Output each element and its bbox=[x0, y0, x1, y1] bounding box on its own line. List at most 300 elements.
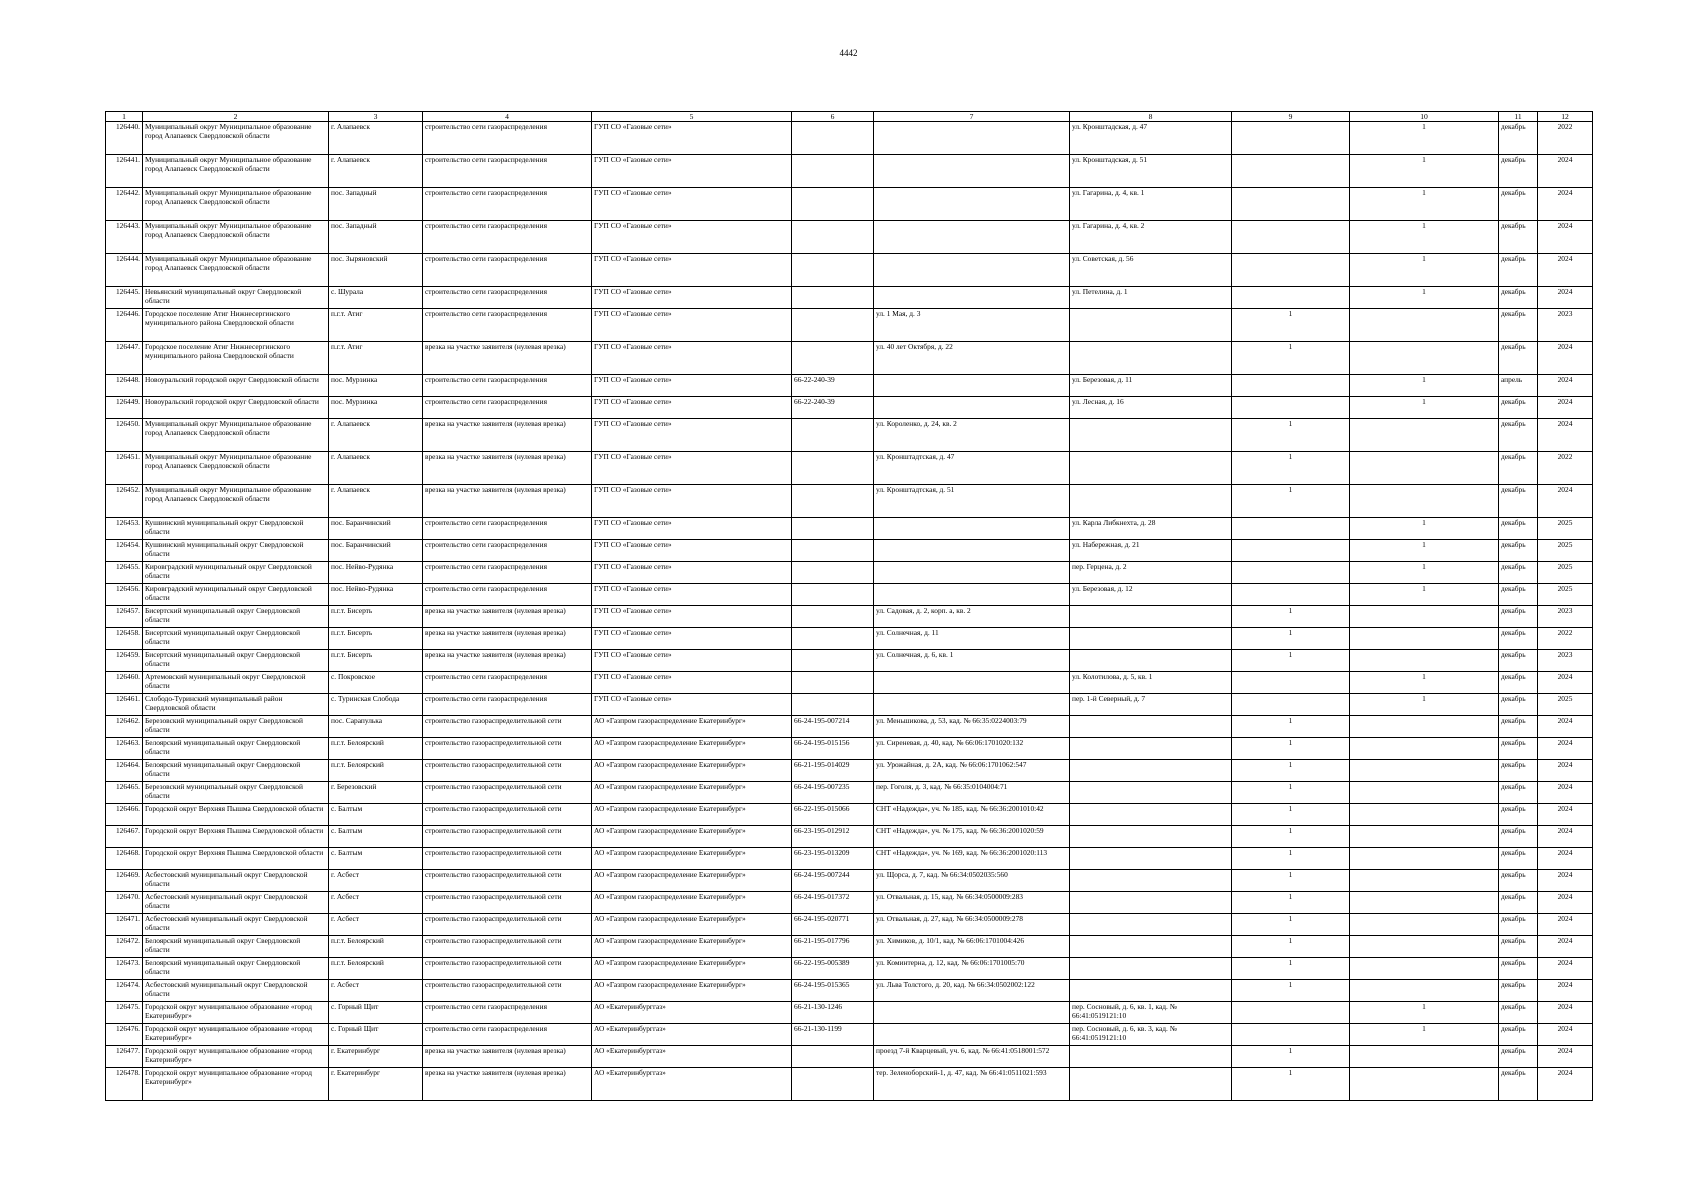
cell-col-3: п.г.т. Белоярский bbox=[329, 936, 423, 958]
table-row bbox=[106, 452, 1593, 485]
cell-col-4: строительство газораспределительной сети bbox=[423, 804, 592, 826]
cell-col-9: 1 bbox=[1232, 1046, 1350, 1068]
cell-col-5: ГУП СО «Газовые сети» bbox=[592, 584, 792, 606]
cell-col-5: ГУП СО «Газовые сети» bbox=[592, 375, 792, 397]
cell-col-11: декабрь bbox=[1499, 562, 1538, 584]
cell-col-9: 1 bbox=[1232, 650, 1350, 672]
cell-col-12: 2025 bbox=[1538, 540, 1593, 562]
cell-col-1: 126468. bbox=[106, 848, 143, 870]
cell-col-4: врезка на участке заявителя (нулевая врезка) bbox=[423, 650, 592, 672]
column-header-1: 1 bbox=[106, 112, 143, 122]
cell-col-8: пер. 1-й Северный, д. 7 bbox=[1070, 694, 1232, 716]
cell-col-10 bbox=[1350, 628, 1499, 650]
table-row bbox=[106, 254, 1593, 287]
registry-table bbox=[105, 111, 1593, 1101]
cell-col-12: 2024 bbox=[1538, 188, 1593, 221]
cell-col-2: Невьянский муниципальный округ Свердловской области bbox=[143, 287, 329, 309]
cell-col-8 bbox=[1070, 1046, 1232, 1068]
cell-col-12: 2024 bbox=[1538, 221, 1593, 254]
table-row bbox=[106, 1068, 1593, 1101]
cell-col-8 bbox=[1070, 804, 1232, 826]
cell-col-3: с. Туринская Слобода bbox=[329, 694, 423, 716]
cell-col-1: 126464. bbox=[106, 760, 143, 782]
cell-col-10 bbox=[1350, 804, 1499, 826]
cell-col-5: АО «Газпром газораспределение Екатеринбург» bbox=[592, 936, 792, 958]
cell-col-6: 66-22-240-39 bbox=[792, 375, 874, 397]
cell-col-8: ул. Кронштадская, д. 51 bbox=[1070, 155, 1232, 188]
cell-col-6 bbox=[792, 221, 874, 254]
cell-col-8 bbox=[1070, 452, 1232, 485]
cell-col-3: пос. Нейво-Рудянка bbox=[329, 562, 423, 584]
cell-col-11: декабрь bbox=[1499, 1068, 1538, 1101]
cell-col-4: врезка на участке заявителя (нулевая врезка) bbox=[423, 628, 592, 650]
cell-col-7: ул. 40 лет Октября, д. 22 bbox=[874, 342, 1070, 375]
cell-col-2: Белоярский муниципальный округ Свердловской области bbox=[143, 760, 329, 782]
table-row bbox=[106, 716, 1593, 738]
cell-col-5: ГУП СО «Газовые сети» bbox=[592, 188, 792, 221]
cell-col-3: с. Горный Щит bbox=[329, 1002, 423, 1024]
cell-col-12: 2024 bbox=[1538, 870, 1593, 892]
cell-col-7: ул. Сиреневая, д. 40, кад. № 66:06:1701020:132 bbox=[874, 738, 1070, 760]
cell-col-10: 1 bbox=[1350, 672, 1499, 694]
table-row bbox=[106, 650, 1593, 672]
cell-col-11: декабрь bbox=[1499, 848, 1538, 870]
cell-col-10 bbox=[1350, 1068, 1499, 1101]
cell-col-7 bbox=[874, 672, 1070, 694]
cell-col-4: строительство газораспределительной сети bbox=[423, 782, 592, 804]
cell-col-9: 1 bbox=[1232, 892, 1350, 914]
cell-col-6: 66-24-195-007244 bbox=[792, 870, 874, 892]
cell-col-2: Муниципальный округ Муниципальное образование город Алапаевск Свердловской области bbox=[143, 122, 329, 155]
table-row bbox=[106, 309, 1593, 342]
cell-col-5: АО «Газпром газораспределение Екатеринбург» bbox=[592, 958, 792, 980]
cell-col-5: АО «Екатеринбурггаз» bbox=[592, 1046, 792, 1068]
cell-col-4: врезка на участке заявителя (нулевая врезка) bbox=[423, 1068, 592, 1101]
cell-col-4: строительство газораспределительной сети bbox=[423, 980, 592, 1002]
table-row bbox=[106, 848, 1593, 870]
table-row bbox=[106, 419, 1593, 452]
cell-col-4: строительство сети газораспределения bbox=[423, 1002, 592, 1024]
cell-col-5: АО «Газпром газораспределение Екатеринбург» bbox=[592, 870, 792, 892]
table-row bbox=[106, 694, 1593, 716]
cell-col-9: 1 bbox=[1232, 804, 1350, 826]
cell-col-5: АО «Газпром газораспределение Екатеринбург» bbox=[592, 738, 792, 760]
cell-col-7 bbox=[874, 1002, 1070, 1024]
cell-col-11: декабрь bbox=[1499, 397, 1538, 419]
cell-col-9: 1 bbox=[1232, 309, 1350, 342]
cell-col-3: п.г.т. Белоярский bbox=[329, 760, 423, 782]
cell-col-8 bbox=[1070, 628, 1232, 650]
cell-col-2: Муниципальный округ Муниципальное образование город Алапаевск Свердловской области bbox=[143, 155, 329, 188]
cell-col-12: 2024 bbox=[1538, 980, 1593, 1002]
cell-col-5: АО «Екатеринбурггаз» bbox=[592, 1002, 792, 1024]
cell-col-2: Березовский муниципальный округ Свердловской области bbox=[143, 782, 329, 804]
cell-col-10: 1 bbox=[1350, 254, 1499, 287]
cell-col-11: декабрь bbox=[1499, 1046, 1538, 1068]
cell-col-11: декабрь bbox=[1499, 606, 1538, 628]
column-header-11: 11 bbox=[1499, 112, 1538, 122]
cell-col-1: 126461. bbox=[106, 694, 143, 716]
cell-col-7 bbox=[874, 188, 1070, 221]
cell-col-6: 66-24-195-017372 bbox=[792, 892, 874, 914]
cell-col-12: 2024 bbox=[1538, 914, 1593, 936]
cell-col-9 bbox=[1232, 672, 1350, 694]
cell-col-8 bbox=[1070, 848, 1232, 870]
cell-col-7: ул. Химиков, д. 10/1, кад. № 66:06:1701004:426 bbox=[874, 936, 1070, 958]
cell-col-5: ГУП СО «Газовые сети» bbox=[592, 518, 792, 540]
cell-col-2: Городской округ Верхняя Пышма Свердловской области bbox=[143, 848, 329, 870]
cell-col-7 bbox=[874, 694, 1070, 716]
cell-col-12: 2025 bbox=[1538, 562, 1593, 584]
table-row bbox=[106, 562, 1593, 584]
column-header-9: 9 bbox=[1232, 112, 1350, 122]
cell-col-11: декабрь bbox=[1499, 760, 1538, 782]
cell-col-10: 1 bbox=[1350, 375, 1499, 397]
cell-col-9: 1 bbox=[1232, 606, 1350, 628]
cell-col-12: 2024 bbox=[1538, 760, 1593, 782]
cell-col-6: 66-24-195-007214 bbox=[792, 716, 874, 738]
cell-col-10: 1 bbox=[1350, 221, 1499, 254]
cell-col-9 bbox=[1232, 375, 1350, 397]
cell-col-10 bbox=[1350, 716, 1499, 738]
cell-col-4: строительство газораспределительной сети bbox=[423, 848, 592, 870]
table-row bbox=[106, 584, 1593, 606]
cell-col-7 bbox=[874, 540, 1070, 562]
cell-col-3: пос. Баранчинский bbox=[329, 540, 423, 562]
cell-col-10 bbox=[1350, 848, 1499, 870]
cell-col-3: п.г.т. Белоярский bbox=[329, 958, 423, 980]
cell-col-7: ул. Короленко, д. 24, кв. 2 bbox=[874, 419, 1070, 452]
cell-col-8 bbox=[1070, 606, 1232, 628]
cell-col-6 bbox=[792, 518, 874, 540]
cell-col-8 bbox=[1070, 738, 1232, 760]
cell-col-4: строительство сети газораспределения bbox=[423, 584, 592, 606]
table-row bbox=[106, 540, 1593, 562]
cell-col-2: Бисертский муниципальный округ Свердловской области bbox=[143, 606, 329, 628]
cell-col-10 bbox=[1350, 606, 1499, 628]
cell-col-1: 126440. bbox=[106, 122, 143, 155]
cell-col-5: ГУП СО «Газовые сети» bbox=[592, 672, 792, 694]
cell-col-8 bbox=[1070, 870, 1232, 892]
column-header-3: 3 bbox=[329, 112, 423, 122]
cell-col-12: 2024 bbox=[1538, 342, 1593, 375]
cell-col-9 bbox=[1232, 694, 1350, 716]
cell-col-4: строительство газораспределительной сети bbox=[423, 958, 592, 980]
cell-col-8 bbox=[1070, 980, 1232, 1002]
cell-col-10 bbox=[1350, 958, 1499, 980]
table-row bbox=[106, 892, 1593, 914]
cell-col-7: ул. Коминтерна, д. 12, кад. № 66:06:1701005:70 bbox=[874, 958, 1070, 980]
cell-col-11: декабрь bbox=[1499, 155, 1538, 188]
cell-col-9 bbox=[1232, 397, 1350, 419]
cell-col-8: ул. Набережная, д. 21 bbox=[1070, 540, 1232, 562]
cell-col-8 bbox=[1070, 1068, 1232, 1101]
cell-col-6: 66-22-195-005389 bbox=[792, 958, 874, 980]
cell-col-3: г. Алапаевск bbox=[329, 122, 423, 155]
table-row bbox=[106, 760, 1593, 782]
cell-col-9: 1 bbox=[1232, 628, 1350, 650]
cell-col-12: 2024 bbox=[1538, 375, 1593, 397]
cell-col-12: 2024 bbox=[1538, 892, 1593, 914]
cell-col-11: декабрь bbox=[1499, 309, 1538, 342]
cell-col-12: 2022 bbox=[1538, 452, 1593, 485]
cell-col-1: 126466. bbox=[106, 804, 143, 826]
cell-col-11: декабрь bbox=[1499, 628, 1538, 650]
cell-col-10: 1 bbox=[1350, 694, 1499, 716]
cell-col-11: декабрь bbox=[1499, 221, 1538, 254]
cell-col-4: строительство газораспределительной сети bbox=[423, 936, 592, 958]
cell-col-4: строительство сети газораспределения bbox=[423, 397, 592, 419]
cell-col-7: ул. 1 Мая, д. 3 bbox=[874, 309, 1070, 342]
cell-col-6 bbox=[792, 1068, 874, 1101]
cell-col-6 bbox=[792, 650, 874, 672]
table-row bbox=[106, 287, 1593, 309]
cell-col-12: 2024 bbox=[1538, 848, 1593, 870]
cell-col-3: пос. Западный bbox=[329, 221, 423, 254]
cell-col-7 bbox=[874, 1024, 1070, 1046]
cell-col-11: декабрь bbox=[1499, 870, 1538, 892]
cell-col-8 bbox=[1070, 914, 1232, 936]
cell-col-2: Кировградский муниципальный округ Свердловской области bbox=[143, 562, 329, 584]
cell-col-8 bbox=[1070, 419, 1232, 452]
cell-col-4: строительство сети газораспределения bbox=[423, 375, 592, 397]
cell-col-2: Бисертский муниципальный округ Свердловской области bbox=[143, 628, 329, 650]
cell-col-9 bbox=[1232, 221, 1350, 254]
cell-col-7: ул. Садовая, д. 2, корп. а, кв. 2 bbox=[874, 606, 1070, 628]
cell-col-10 bbox=[1350, 936, 1499, 958]
cell-col-2: Городской округ Верхняя Пышма Свердловской области bbox=[143, 826, 329, 848]
cell-col-10 bbox=[1350, 342, 1499, 375]
cell-col-5: ГУП СО «Газовые сети» bbox=[592, 155, 792, 188]
cell-col-10 bbox=[1350, 782, 1499, 804]
cell-col-10 bbox=[1350, 1046, 1499, 1068]
cell-col-9: 1 bbox=[1232, 419, 1350, 452]
cell-col-1: 126449. bbox=[106, 397, 143, 419]
cell-col-7 bbox=[874, 254, 1070, 287]
cell-col-7 bbox=[874, 518, 1070, 540]
cell-col-9 bbox=[1232, 155, 1350, 188]
cell-col-10: 1 bbox=[1350, 540, 1499, 562]
cell-col-2: Белоярский муниципальный округ Свердловской области bbox=[143, 936, 329, 958]
cell-col-5: ГУП СО «Газовые сети» bbox=[592, 540, 792, 562]
cell-col-11: декабрь bbox=[1499, 342, 1538, 375]
table-row bbox=[106, 1002, 1593, 1024]
cell-col-4: строительство сети газораспределения bbox=[423, 221, 592, 254]
cell-col-3: г. Екатеринбург bbox=[329, 1046, 423, 1068]
cell-col-12: 2022 bbox=[1538, 122, 1593, 155]
cell-col-11: декабрь bbox=[1499, 188, 1538, 221]
cell-col-2: Городской округ муниципальное образование «город Екатеринбург» bbox=[143, 1068, 329, 1101]
cell-col-9 bbox=[1232, 188, 1350, 221]
cell-col-6 bbox=[792, 342, 874, 375]
cell-col-8: ул. Карла Либкнехта, д. 28 bbox=[1070, 518, 1232, 540]
cell-col-6 bbox=[792, 694, 874, 716]
cell-col-9: 1 bbox=[1232, 826, 1350, 848]
cell-col-8: пер. Герцена, д. 2 bbox=[1070, 562, 1232, 584]
cell-col-6 bbox=[792, 1046, 874, 1068]
cell-col-7 bbox=[874, 562, 1070, 584]
cell-col-1: 126475. bbox=[106, 1002, 143, 1024]
table-row bbox=[106, 980, 1593, 1002]
cell-col-6: 66-21-195-017796 bbox=[792, 936, 874, 958]
cell-col-8 bbox=[1070, 485, 1232, 518]
cell-col-6: 66-21-130-1199 bbox=[792, 1024, 874, 1046]
cell-col-6 bbox=[792, 419, 874, 452]
table-row bbox=[106, 518, 1593, 540]
cell-col-2: Бисертский муниципальный округ Свердловской области bbox=[143, 650, 329, 672]
cell-col-3: с. Балтым bbox=[329, 804, 423, 826]
cell-col-8 bbox=[1070, 716, 1232, 738]
cell-col-12: 2024 bbox=[1538, 1046, 1593, 1068]
cell-col-9: 1 bbox=[1232, 716, 1350, 738]
cell-col-7: ул. Меньшикова, д. 53, кад. № 66:35:0224003:79 bbox=[874, 716, 1070, 738]
cell-col-8: ул. Колотилова, д. 5, кв. 1 bbox=[1070, 672, 1232, 694]
cell-col-11: декабрь bbox=[1499, 936, 1538, 958]
table-row bbox=[106, 397, 1593, 419]
cell-col-10: 1 bbox=[1350, 155, 1499, 188]
cell-col-6: 66-23-195-012912 bbox=[792, 826, 874, 848]
cell-col-1: 126447. bbox=[106, 342, 143, 375]
cell-col-9 bbox=[1232, 254, 1350, 287]
cell-col-7 bbox=[874, 287, 1070, 309]
cell-col-10 bbox=[1350, 650, 1499, 672]
cell-col-1: 126444. bbox=[106, 254, 143, 287]
cell-col-7: ул. Солнечная, д. 11 bbox=[874, 628, 1070, 650]
cell-col-2: Городское поселение Атиг Нижнесергинского муниципального района Свердловской области bbox=[143, 342, 329, 375]
cell-col-6: 66-24-195-015365 bbox=[792, 980, 874, 1002]
cell-col-2: Кушвинский муниципальный округ Свердловской области bbox=[143, 540, 329, 562]
cell-col-6 bbox=[792, 606, 874, 628]
cell-col-1: 126446. bbox=[106, 309, 143, 342]
cell-col-12: 2025 bbox=[1538, 518, 1593, 540]
page-number: 4442 bbox=[839, 48, 858, 58]
cell-col-4: строительство газораспределительной сети bbox=[423, 892, 592, 914]
cell-col-7 bbox=[874, 397, 1070, 419]
cell-col-7: СНТ «Надежда», уч. № 185, кад. № 66:36:2001010:42 bbox=[874, 804, 1070, 826]
cell-col-5: ГУП СО «Газовые сети» bbox=[592, 287, 792, 309]
table-body bbox=[106, 122, 1593, 1101]
cell-col-3: с. Покровское bbox=[329, 672, 423, 694]
cell-col-3: пос. Мурзинка bbox=[329, 375, 423, 397]
cell-col-2: Городской округ муниципальное образование «город Екатеринбург» bbox=[143, 1002, 329, 1024]
cell-col-9: 1 bbox=[1232, 936, 1350, 958]
cell-col-12: 2023 bbox=[1538, 309, 1593, 342]
cell-col-9 bbox=[1232, 1002, 1350, 1024]
cell-col-2: Новоуральский городской округ Свердловской области bbox=[143, 397, 329, 419]
cell-col-1: 126441. bbox=[106, 155, 143, 188]
cell-col-5: ГУП СО «Газовые сети» bbox=[592, 452, 792, 485]
cell-col-6 bbox=[792, 540, 874, 562]
cell-col-1: 126448. bbox=[106, 375, 143, 397]
cell-col-10: 1 bbox=[1350, 287, 1499, 309]
table-row bbox=[106, 122, 1593, 155]
cell-col-10 bbox=[1350, 760, 1499, 782]
cell-col-3: п.г.т. Атиг bbox=[329, 342, 423, 375]
cell-col-4: врезка на участке заявителя (нулевая врезка) bbox=[423, 485, 592, 518]
cell-col-6: 66-24-195-020771 bbox=[792, 914, 874, 936]
cell-col-8 bbox=[1070, 936, 1232, 958]
cell-col-1: 126469. bbox=[106, 870, 143, 892]
cell-col-9: 1 bbox=[1232, 958, 1350, 980]
table-row bbox=[106, 342, 1593, 375]
cell-col-2: Городское поселение Атиг Нижнесергинского муниципального района Свердловской области bbox=[143, 309, 329, 342]
table-row bbox=[106, 936, 1593, 958]
cell-col-9: 1 bbox=[1232, 1068, 1350, 1101]
cell-col-4: строительство сети газораспределения bbox=[423, 254, 592, 287]
cell-col-12: 2024 bbox=[1538, 826, 1593, 848]
cell-col-6 bbox=[792, 155, 874, 188]
table-row bbox=[106, 914, 1593, 936]
cell-col-8 bbox=[1070, 650, 1232, 672]
cell-col-1: 126458. bbox=[106, 628, 143, 650]
cell-col-5: ГУП СО «Газовые сети» bbox=[592, 254, 792, 287]
cell-col-2: Асбестовский муниципальный округ Свердловской области bbox=[143, 980, 329, 1002]
cell-col-8 bbox=[1070, 342, 1232, 375]
cell-col-12: 2023 bbox=[1538, 606, 1593, 628]
table-row bbox=[106, 958, 1593, 980]
cell-col-9 bbox=[1232, 287, 1350, 309]
cell-col-11: декабрь bbox=[1499, 518, 1538, 540]
cell-col-10 bbox=[1350, 914, 1499, 936]
cell-col-5: ГУП СО «Газовые сети» bbox=[592, 485, 792, 518]
cell-col-2: Асбестовский муниципальный округ Свердловской области bbox=[143, 914, 329, 936]
table-row bbox=[106, 804, 1593, 826]
cell-col-1: 126457. bbox=[106, 606, 143, 628]
cell-col-5: АО «Газпром газораспределение Екатеринбург» bbox=[592, 716, 792, 738]
table-row bbox=[106, 221, 1593, 254]
cell-col-6 bbox=[792, 562, 874, 584]
cell-col-8: ул. Гагарина, д. 4, кв. 2 bbox=[1070, 221, 1232, 254]
cell-col-2: Муниципальный округ Муниципальное образование город Алапаевск Свердловской области bbox=[143, 188, 329, 221]
cell-col-5: ГУП СО «Газовые сети» bbox=[592, 562, 792, 584]
cell-col-5: АО «Газпром газораспределение Екатеринбург» bbox=[592, 914, 792, 936]
cell-col-6 bbox=[792, 485, 874, 518]
cell-col-10: 1 bbox=[1350, 188, 1499, 221]
cell-col-2: Артемовский муниципальный округ Свердловской области bbox=[143, 672, 329, 694]
cell-col-8: ул. Березовая, д. 11 bbox=[1070, 375, 1232, 397]
cell-col-11: декабрь bbox=[1499, 782, 1538, 804]
cell-col-10: 1 bbox=[1350, 584, 1499, 606]
cell-col-3: пос. Сарапулька bbox=[329, 716, 423, 738]
cell-col-7: ул. Льва Толстого, д. 20, кад. № 66:34:0502002:122 bbox=[874, 980, 1070, 1002]
cell-col-3: с. Балтым bbox=[329, 848, 423, 870]
cell-col-2: Муниципальный округ Муниципальное образование город Алапаевск Свердловской области bbox=[143, 221, 329, 254]
cell-col-6 bbox=[792, 452, 874, 485]
table-row bbox=[106, 782, 1593, 804]
cell-col-10: 1 bbox=[1350, 397, 1499, 419]
cell-col-1: 126445. bbox=[106, 287, 143, 309]
cell-col-3: п.г.т. Бисерть bbox=[329, 606, 423, 628]
cell-col-1: 126450. bbox=[106, 419, 143, 452]
cell-col-1: 126459. bbox=[106, 650, 143, 672]
cell-col-12: 2024 bbox=[1538, 254, 1593, 287]
cell-col-2: Муниципальный округ Муниципальное образование город Алапаевск Свердловской области bbox=[143, 485, 329, 518]
table-row bbox=[106, 870, 1593, 892]
cell-col-9: 1 bbox=[1232, 782, 1350, 804]
cell-col-8: ул. Березовая, д. 12 bbox=[1070, 584, 1232, 606]
cell-col-7: ул. Урожайная, д. 2А, кад. № 66:06:1701062:547 bbox=[874, 760, 1070, 782]
cell-col-7 bbox=[874, 155, 1070, 188]
cell-col-7 bbox=[874, 584, 1070, 606]
cell-col-12: 2025 bbox=[1538, 584, 1593, 606]
cell-col-12: 2025 bbox=[1538, 694, 1593, 716]
cell-col-11: декабрь bbox=[1499, 826, 1538, 848]
cell-col-6: 66-24-195-015156 bbox=[792, 738, 874, 760]
cell-col-10 bbox=[1350, 738, 1499, 760]
cell-col-7: ул. Солнечная, д. 6, кв. 1 bbox=[874, 650, 1070, 672]
cell-col-8: ул. Кронштадская, д. 47 bbox=[1070, 122, 1232, 155]
cell-col-1: 126451. bbox=[106, 452, 143, 485]
